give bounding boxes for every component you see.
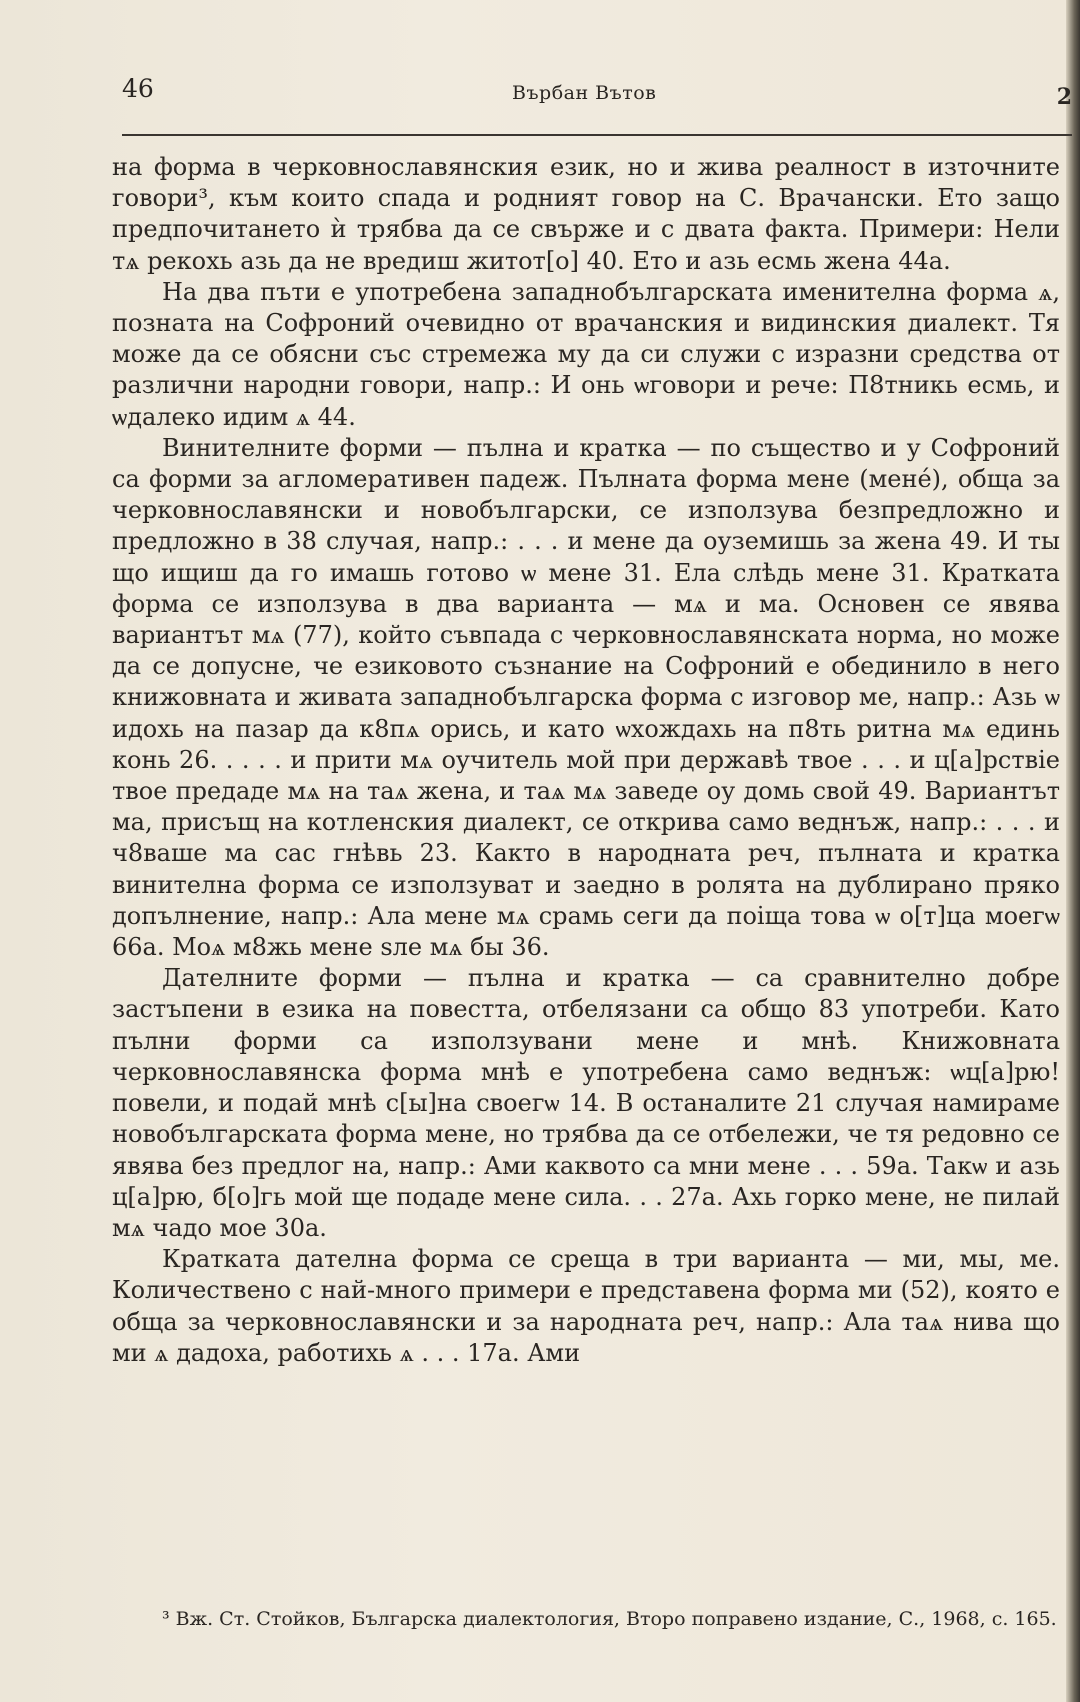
header-rule bbox=[122, 134, 1072, 136]
paragraph: Кратката дателна форма се среща в три варианта — ми, мы, ме. Количествено с най-много примери е представена форма ми (52), която е обща за черковнославянски и за народната реч, напр.: Ала таѧ нива що ми ѧ дадоха, работихь ѧ . . . 17а. Ами bbox=[112, 1245, 1060, 1367]
page-header bbox=[122, 74, 1072, 114]
paragraph: На два пъти е употребена западнобългарската именителна форма ѧ, позната на Софроний очевидно от врачанския и видинския диалект. Тя може да се обясни със стремежа му да си служи с изразни средства от различни народни говори, напр.: И онь ѡговори и рече: П8тникь есмь, и ѡдалеко идим ѧ 44. bbox=[112, 277, 1060, 431]
paragraph: на форма в черковнославянския език, но и жива реалност в източните говори³, към които спада и родният говор на С. Врачански. Ето защо предпочитането ѝ трябва да се свърже и с двата факта. Примери: Нели тѧ рекохь азь да не вредиш житот[о] 40. Ето и азь есмь жена 44а. bbox=[112, 153, 1060, 275]
page-number: 46 bbox=[122, 74, 154, 103]
cut-off-edge-text: 2 bbox=[1056, 84, 1072, 110]
paragraph: Винителните форми — пълна и кратка — по същество и у Софроний са форми за агломеративен падеж. Пълната форма мене (мене́), обща за черковнославянски и новобългарски, се използува безпредложно и предложно в 38 случая, напр.: . . . и мене да оуземишь за жена 49. И ты що ищиш да го имашь готово ѡ мене 31. Ела слѣдь мене 31. Кратката форма се използува в два варианта — мѧ и ма. Основен се явява вариантът мѧ (77), който съвпада с черковнославянската норма, но може да се допусне, че езиковото съзнание на Софроний е обединило в него книжовната и живата западнобългарска форма с изговор ме, напр.: Азь ѡ идохь на пазар да к8пѧ орись, и като ѡхождахь на п8ть ритна мѧ единь конь 26. . . . . и прити мѧ оучитель мой при державѣ твое . . . и ц[а]рствіе твое предаде мѧ на таѧ жена, и таѧ мѧ заведе оу домь свой 49. Вариантът ма, присъщ на котленския диалект, се открива само веднъж, напр.: . . . и ч8ваше ма сас гнѣвь 23. Както в народната реч, пълната и кратка винителна форма се използуват и заедно в ролята на дублирано пряко допълнение, напр.: Ала мене мѧ срамь сеги да поіща това ѡ о[т]ца моегѡ 66а. Моѧ м8жь мене ѕле мѧ бы 36. bbox=[112, 433, 1060, 962]
footnote bbox=[112, 1607, 1060, 1631]
paragraph: Дателните форми — пълна и кратка — са сравнително добре застъпени в езика на повестта, отбелязани са общо 83 употреби. Като пълни форми са използувани мене и мнѣ. Книжовната черковнославянска форма мнѣ е употребена само веднъж: ѡц[а]рю! повели, и подай мнѣ с[ы]на своегѡ 14. В останалите 21 случая намираме новобългарската форма мене, но трябва да се отбележи, че тя редовно се явява без предлог на, напр.: Ами каквото са мни мене . . . 59а. Такѡ и азь ц[а]рю, б[о]гь мой ще подаде мене сила. . . 27а. Ахь горко мене, не пилай мѧ чадо мое 30а. bbox=[112, 964, 1060, 1242]
body-text bbox=[112, 152, 1060, 1369]
footnote-text: ³ Вж. Ст. Стойков, Българска диалектология, Второ поправено издание, С., 1968, с. 165. bbox=[162, 1608, 1057, 1630]
running-head: Върбан Вътов bbox=[512, 82, 657, 104]
book-spine-edge bbox=[1066, 0, 1080, 1702]
